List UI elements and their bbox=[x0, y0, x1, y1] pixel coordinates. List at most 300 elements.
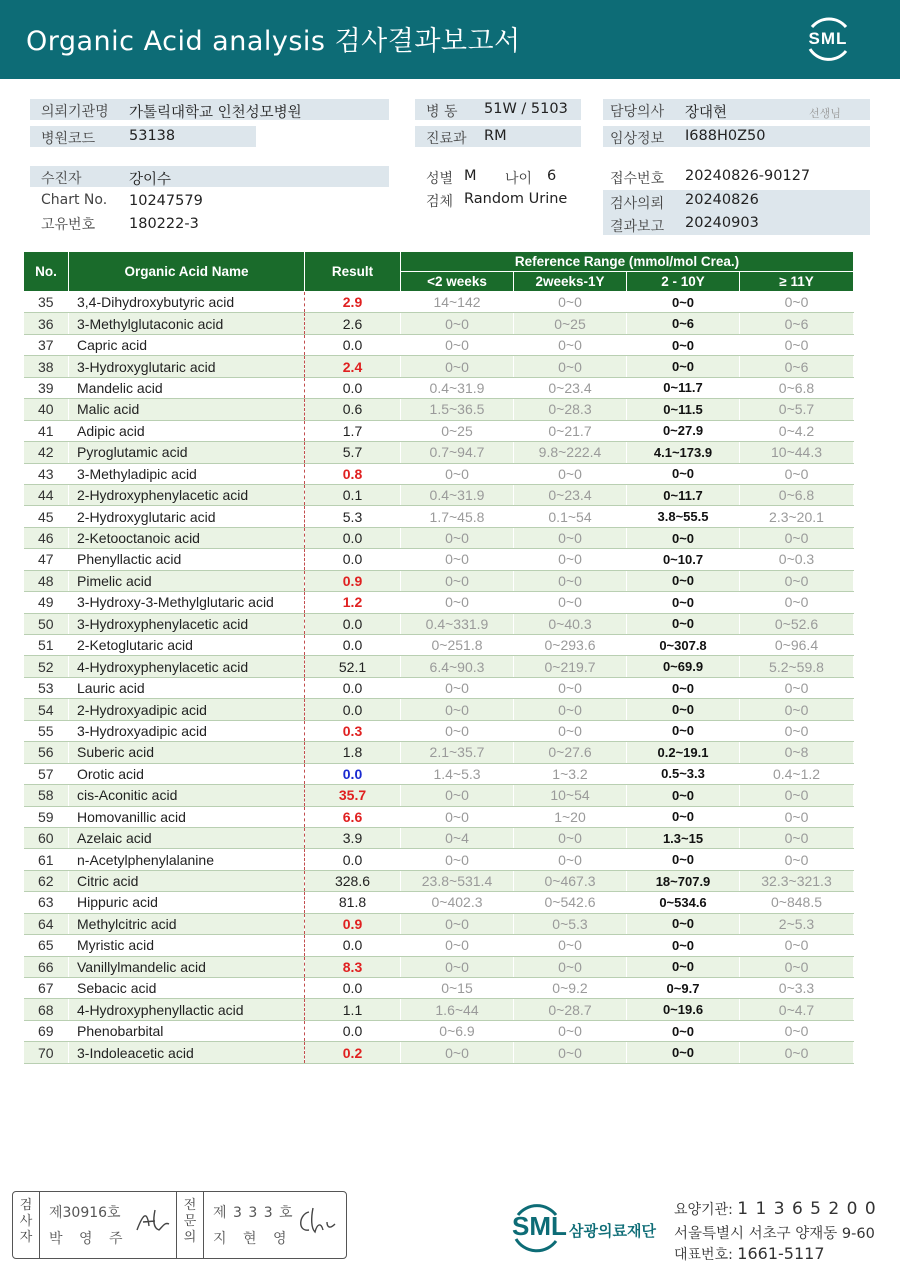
cell-acid-name: 3-Hydroxyphenylacetic acid bbox=[69, 613, 305, 634]
cell-result: 0.0 bbox=[305, 635, 401, 656]
cell-result: 0.9 bbox=[305, 570, 401, 591]
cell-range-ge11y: 0.4~1.2 bbox=[740, 763, 854, 784]
cell-range-ge11y: 0~0 bbox=[740, 570, 854, 591]
cell-range-2-10y: 18~707.9 bbox=[627, 870, 740, 891]
cell-result: 5.3 bbox=[305, 506, 401, 527]
table-row bbox=[24, 827, 854, 848]
cell-range-ge11y: 0~5.7 bbox=[740, 399, 854, 420]
cell-range-2weeks-1y: 0~293.6 bbox=[514, 635, 627, 656]
report-title: Organic Acid analysis 검사결과보고서 bbox=[26, 26, 521, 57]
cell-result: 2.4 bbox=[305, 356, 401, 377]
doctor-label: 담당의사 bbox=[610, 104, 665, 120]
cell-no: 38 bbox=[24, 356, 69, 377]
report-header bbox=[0, 0, 900, 79]
cell-range-2-10y: 1.3~15 bbox=[627, 827, 740, 848]
table-row bbox=[24, 334, 854, 355]
cell-result: 8.3 bbox=[305, 956, 401, 977]
sml-logo-text: SML bbox=[808, 29, 848, 48]
cell-range-2weeks-1y: 0~0 bbox=[514, 334, 627, 355]
hospital-code-label: 병원코드 bbox=[41, 131, 96, 147]
cell-no: 47 bbox=[24, 549, 69, 570]
cell-range-2-10y: 0~0 bbox=[627, 527, 740, 548]
cell-no: 41 bbox=[24, 420, 69, 441]
cell-range-2-10y: 0~19.6 bbox=[627, 999, 740, 1020]
cell-result: 0.0 bbox=[305, 935, 401, 956]
cell-range-ge11y: 0~0 bbox=[740, 1020, 854, 1041]
cell-range-2-10y: 0~0 bbox=[627, 463, 740, 484]
table-row bbox=[24, 978, 854, 999]
cell-range-ge11y: 0~6.8 bbox=[740, 484, 854, 505]
table-row bbox=[24, 549, 854, 570]
cell-acid-name: 3-Hydroxyglutaric acid bbox=[69, 356, 305, 377]
cell-range-2-10y: 0~0 bbox=[627, 292, 740, 313]
cell-no: 42 bbox=[24, 442, 69, 463]
cell-range-lt2weeks: 2.1~35.7 bbox=[401, 742, 514, 763]
table-row bbox=[24, 1020, 854, 1041]
stamp-divider bbox=[39, 1192, 40, 1258]
examiner-name: 박 영 주 bbox=[49, 1231, 129, 1247]
cell-acid-name: 2-Ketoglutaric acid bbox=[69, 635, 305, 656]
cell-acid-name: 3,4-Dihydroxybutyric acid bbox=[69, 292, 305, 313]
cell-range-2-10y: 0~0 bbox=[627, 849, 740, 870]
table-row bbox=[24, 506, 854, 527]
table-row bbox=[24, 677, 854, 698]
cell-range-lt2weeks: 0~0 bbox=[401, 463, 514, 484]
table-row bbox=[24, 956, 854, 977]
cell-range-lt2weeks: 0~0 bbox=[401, 592, 514, 613]
cell-result: 0.0 bbox=[305, 849, 401, 870]
cell-range-2-10y: 0~0 bbox=[627, 1020, 740, 1041]
footer-address: 서울특별시 서초구 양재동 9-60 bbox=[674, 1226, 875, 1242]
cell-result: 0.0 bbox=[305, 978, 401, 999]
cell-no: 44 bbox=[24, 484, 69, 505]
col-header-result: Result bbox=[305, 252, 401, 292]
cell-range-ge11y: 0~0 bbox=[740, 720, 854, 741]
cell-range-2weeks-1y: 0~0 bbox=[514, 570, 627, 591]
cell-range-2-10y: 0~0 bbox=[627, 677, 740, 698]
cell-range-lt2weeks: 0~0 bbox=[401, 849, 514, 870]
cell-range-ge11y: 0~8 bbox=[740, 742, 854, 763]
cell-no: 43 bbox=[24, 463, 69, 484]
table-row bbox=[24, 849, 854, 870]
cell-range-ge11y: 0~0 bbox=[740, 527, 854, 548]
cell-range-lt2weeks: 0~0 bbox=[401, 720, 514, 741]
footer-phone-value: 1661-5117 bbox=[737, 1244, 825, 1263]
cell-range-ge11y: 0~4.2 bbox=[740, 420, 854, 441]
footer-phone-label: 대표번호: bbox=[674, 1247, 733, 1263]
cell-range-2weeks-1y: 0~0 bbox=[514, 956, 627, 977]
cell-range-lt2weeks: 14~142 bbox=[401, 292, 514, 313]
cell-range-2weeks-1y: 0~25 bbox=[514, 313, 627, 334]
table-row bbox=[24, 399, 854, 420]
cell-result: 328.6 bbox=[305, 870, 401, 891]
table-row bbox=[24, 313, 854, 334]
cell-range-ge11y: 0~0 bbox=[740, 334, 854, 355]
cell-range-2-10y: 0~6 bbox=[627, 313, 740, 334]
table-row bbox=[24, 913, 854, 934]
cell-range-2weeks-1y: 0~0 bbox=[514, 699, 627, 720]
cell-no: 69 bbox=[24, 1020, 69, 1041]
cell-range-ge11y: 0~96.4 bbox=[740, 635, 854, 656]
cell-range-lt2weeks: 1.6~44 bbox=[401, 999, 514, 1020]
chart-no-label: Chart No. bbox=[41, 192, 108, 208]
cell-range-2-10y: 0~0 bbox=[627, 956, 740, 977]
col-header-name: Organic Acid Name bbox=[69, 252, 305, 292]
sex-label: 성별 bbox=[426, 171, 454, 187]
cell-range-2weeks-1y: 1~3.2 bbox=[514, 763, 627, 784]
cell-range-ge11y: 0~0 bbox=[740, 806, 854, 827]
cell-no: 68 bbox=[24, 999, 69, 1020]
cell-range-ge11y: 0~0 bbox=[740, 677, 854, 698]
table-row bbox=[24, 935, 854, 956]
col-header-2-10y: 2 - 10Y bbox=[627, 272, 740, 292]
cell-no: 49 bbox=[24, 592, 69, 613]
cell-no: 63 bbox=[24, 892, 69, 913]
institution-code-value: 1 1 3 6 5 2 0 0 bbox=[737, 1199, 877, 1219]
unique-no-label: 고유번호 bbox=[41, 217, 96, 233]
table-row bbox=[24, 420, 854, 441]
cell-acid-name: 3-Hydroxy-3-Methylglutaric acid bbox=[69, 592, 305, 613]
table-row bbox=[24, 785, 854, 806]
cell-acid-name: Phenobarbital bbox=[69, 1020, 305, 1041]
cell-acid-name: cis-Aconitic acid bbox=[69, 785, 305, 806]
cell-result: 81.8 bbox=[305, 892, 401, 913]
cell-result: 52.1 bbox=[305, 656, 401, 677]
cell-range-ge11y: 0~0.3 bbox=[740, 549, 854, 570]
cell-range-2weeks-1y: 0~27.6 bbox=[514, 742, 627, 763]
cell-range-lt2weeks: 0~0 bbox=[401, 677, 514, 698]
cell-range-ge11y: 0~6 bbox=[740, 313, 854, 334]
cell-range-2weeks-1y: 0~28.7 bbox=[514, 999, 627, 1020]
hospital-label: 의뢰기관명 bbox=[41, 104, 109, 120]
table-row bbox=[24, 1042, 854, 1063]
cell-range-lt2weeks: 0~0 bbox=[401, 956, 514, 977]
cell-range-2weeks-1y: 0~23.4 bbox=[514, 484, 627, 505]
cell-result: 0.3 bbox=[305, 720, 401, 741]
table-row bbox=[24, 720, 854, 741]
cell-no: 59 bbox=[24, 806, 69, 827]
cell-no: 64 bbox=[24, 913, 69, 934]
foundation-name: 삼광의료재단 bbox=[569, 1222, 656, 1240]
cell-acid-name: 3-Hydroxyadipic acid bbox=[69, 720, 305, 741]
col-header-ge11y: ≥ 11Y bbox=[740, 272, 854, 292]
cell-result: 0.0 bbox=[305, 699, 401, 720]
cell-range-ge11y: 0~0 bbox=[740, 699, 854, 720]
institution-code bbox=[674, 1199, 877, 1219]
cell-acid-name: n-Acetylphenylalanine bbox=[69, 849, 305, 870]
cell-result: 0.0 bbox=[305, 763, 401, 784]
specialist-label: 전 문 의 bbox=[183, 1198, 197, 1245]
cell-range-2-10y: 0~11.5 bbox=[627, 399, 740, 420]
cell-acid-name: 2-Hydroxyadipic acid bbox=[69, 699, 305, 720]
cell-no: 67 bbox=[24, 978, 69, 999]
cell-acid-name: 3-Methylglutaconic acid bbox=[69, 313, 305, 334]
stamp-divider bbox=[176, 1192, 177, 1258]
cell-range-2-10y: 0~307.8 bbox=[627, 635, 740, 656]
cell-acid-name: 2-Hydroxyphenylacetic acid bbox=[69, 484, 305, 505]
table-row bbox=[24, 892, 854, 913]
cell-acid-name: Citric acid bbox=[69, 870, 305, 891]
cell-no: 40 bbox=[24, 399, 69, 420]
cell-range-ge11y: 0~848.5 bbox=[740, 892, 854, 913]
col-header-2weeks-1y: 2weeks-1Y bbox=[514, 272, 627, 292]
cell-no: 50 bbox=[24, 613, 69, 634]
cell-acid-name: 2-Ketooctanoic acid bbox=[69, 527, 305, 548]
report-date-value: 20240903 bbox=[685, 215, 759, 231]
cell-acid-name: Homovanillic acid bbox=[69, 806, 305, 827]
col-header-reference: Reference Range (mmol/mol Crea.) bbox=[401, 252, 854, 272]
cell-range-2-10y: 0~69.9 bbox=[627, 656, 740, 677]
sml-logo bbox=[802, 13, 854, 65]
table-row bbox=[24, 613, 854, 634]
hospital-code-value: 53138 bbox=[129, 128, 176, 144]
cell-acid-name: Hippuric acid bbox=[69, 892, 305, 913]
cell-range-2-10y: 0~0 bbox=[627, 720, 740, 741]
cell-range-2weeks-1y: 0~0 bbox=[514, 827, 627, 848]
age-label: 나이 bbox=[505, 171, 533, 187]
cell-range-ge11y: 0~0 bbox=[740, 785, 854, 806]
stamp-divider bbox=[203, 1192, 204, 1258]
cell-range-2weeks-1y: 0~0 bbox=[514, 463, 627, 484]
cell-range-2weeks-1y: 9.8~222.4 bbox=[514, 442, 627, 463]
cell-range-lt2weeks: 0~0 bbox=[401, 549, 514, 570]
cell-no: 46 bbox=[24, 527, 69, 548]
cell-result: 0.1 bbox=[305, 484, 401, 505]
cell-no: 39 bbox=[24, 377, 69, 398]
specialist-signature-icon bbox=[295, 1206, 339, 1238]
cell-range-lt2weeks: 0.4~331.9 bbox=[401, 613, 514, 634]
cell-no: 37 bbox=[24, 334, 69, 355]
cell-result: 6.6 bbox=[305, 806, 401, 827]
cell-range-2-10y: 0~10.7 bbox=[627, 549, 740, 570]
table-row bbox=[24, 806, 854, 827]
dept-value: RM bbox=[484, 128, 507, 144]
cell-range-2weeks-1y: 0~9.2 bbox=[514, 978, 627, 999]
cell-range-lt2weeks: 6.4~90.3 bbox=[401, 656, 514, 677]
cell-result: 1.8 bbox=[305, 742, 401, 763]
cell-range-2-10y: 0~0 bbox=[627, 1042, 740, 1063]
chart-no-value: 10247579 bbox=[129, 193, 203, 209]
table-row bbox=[24, 870, 854, 891]
cell-range-lt2weeks: 0~25 bbox=[401, 420, 514, 441]
cell-result: 1.1 bbox=[305, 999, 401, 1020]
cell-range-2weeks-1y: 0~0 bbox=[514, 677, 627, 698]
patient-label: 수진자 bbox=[41, 171, 82, 187]
table-row bbox=[24, 377, 854, 398]
receipt-value: 20240826-90127 bbox=[685, 168, 811, 184]
cell-result: 0.0 bbox=[305, 1020, 401, 1041]
cell-range-2-10y: 0~0 bbox=[627, 913, 740, 934]
cell-range-2weeks-1y: 0~23.4 bbox=[514, 377, 627, 398]
table-row bbox=[24, 699, 854, 720]
cell-range-lt2weeks: 0~0 bbox=[401, 935, 514, 956]
cell-range-lt2weeks: 0~0 bbox=[401, 699, 514, 720]
cell-range-2-10y: 0~0 bbox=[627, 806, 740, 827]
cell-no: 57 bbox=[24, 763, 69, 784]
examiner-signature-icon bbox=[133, 1206, 173, 1236]
specimen-value: Random Urine bbox=[464, 191, 568, 207]
table-row bbox=[24, 442, 854, 463]
cell-range-lt2weeks: 1.4~5.3 bbox=[401, 763, 514, 784]
table-row bbox=[24, 463, 854, 484]
results-table bbox=[23, 251, 854, 1064]
institution-code-label: 요양기관: bbox=[674, 1202, 733, 1218]
cell-range-2weeks-1y: 0~0 bbox=[514, 549, 627, 570]
cell-range-2-10y: 0.5~3.3 bbox=[627, 763, 740, 784]
table-row bbox=[24, 999, 854, 1020]
cell-range-lt2weeks: 0~0 bbox=[401, 806, 514, 827]
patient-bar bbox=[30, 166, 389, 187]
cell-range-ge11y: 0~6.8 bbox=[740, 377, 854, 398]
ward-label: 병 동 bbox=[426, 104, 458, 120]
footer-phone bbox=[674, 1244, 825, 1264]
table-row bbox=[24, 635, 854, 656]
cell-range-2weeks-1y: 0~0 bbox=[514, 849, 627, 870]
footer-logo-text: SML bbox=[512, 1211, 567, 1241]
cell-no: 53 bbox=[24, 677, 69, 698]
cell-range-2weeks-1y: 0~5.3 bbox=[514, 913, 627, 934]
cell-range-2-10y: 0~0 bbox=[627, 785, 740, 806]
table-row bbox=[24, 592, 854, 613]
request-label: 검사의뢰 bbox=[610, 196, 665, 212]
cell-range-ge11y: 0~0 bbox=[740, 592, 854, 613]
table-row bbox=[24, 763, 854, 784]
cell-range-ge11y: 0~0 bbox=[740, 463, 854, 484]
cell-acid-name: Sebacic acid bbox=[69, 978, 305, 999]
sex-value: M bbox=[464, 168, 477, 184]
unique-no-value: 180222-3 bbox=[129, 216, 199, 232]
specialist-license: 제 3 3 3 호 bbox=[213, 1205, 294, 1221]
cell-range-2-10y: 0~11.7 bbox=[627, 484, 740, 505]
cell-range-2weeks-1y: 0~28.3 bbox=[514, 399, 627, 420]
table-row bbox=[24, 570, 854, 591]
cell-result: 0.0 bbox=[305, 334, 401, 355]
dept-label: 진료과 bbox=[426, 131, 467, 147]
doctor-suffix: 선생님 bbox=[809, 107, 841, 120]
cell-no: 65 bbox=[24, 935, 69, 956]
cell-range-ge11y: 10~44.3 bbox=[740, 442, 854, 463]
results-body bbox=[24, 292, 854, 1064]
cell-acid-name: Orotic acid bbox=[69, 763, 305, 784]
cell-range-ge11y: 0~6 bbox=[740, 356, 854, 377]
col-header-no: No. bbox=[24, 252, 69, 292]
cell-result: 0.9 bbox=[305, 913, 401, 934]
report-date-label: 결과보고 bbox=[610, 219, 665, 235]
cell-range-2-10y: 0~0 bbox=[627, 570, 740, 591]
cell-range-2weeks-1y: 1~20 bbox=[514, 806, 627, 827]
cell-result: 3.9 bbox=[305, 827, 401, 848]
cell-range-ge11y: 0~0 bbox=[740, 849, 854, 870]
table-row bbox=[24, 527, 854, 548]
cell-result: 2.6 bbox=[305, 313, 401, 334]
cell-acid-name: Malic acid bbox=[69, 399, 305, 420]
cell-range-ge11y: 2~5.3 bbox=[740, 913, 854, 934]
cell-range-2weeks-1y: 0~542.6 bbox=[514, 892, 627, 913]
cell-acid-name: Pyroglutamic acid bbox=[69, 442, 305, 463]
cell-range-lt2weeks: 0~15 bbox=[401, 978, 514, 999]
cell-no: 54 bbox=[24, 699, 69, 720]
cell-range-2weeks-1y: 0~0 bbox=[514, 527, 627, 548]
col-header-lt2weeks: <2 weeks bbox=[401, 272, 514, 292]
cell-range-lt2weeks: 0~402.3 bbox=[401, 892, 514, 913]
cell-range-2-10y: 3.8~55.5 bbox=[627, 506, 740, 527]
doctor-value: 장대현 bbox=[685, 105, 728, 121]
cell-acid-name: Mandelic acid bbox=[69, 377, 305, 398]
cell-no: 70 bbox=[24, 1042, 69, 1063]
cell-range-2weeks-1y: 0~0 bbox=[514, 1042, 627, 1063]
cell-no: 52 bbox=[24, 656, 69, 677]
table-row bbox=[24, 742, 854, 763]
cell-acid-name: 2-Hydroxyglutaric acid bbox=[69, 506, 305, 527]
cell-no: 62 bbox=[24, 870, 69, 891]
cell-range-2-10y: 0~0 bbox=[627, 356, 740, 377]
cell-range-2weeks-1y: 10~54 bbox=[514, 785, 627, 806]
cell-range-2-10y: 4.1~173.9 bbox=[627, 442, 740, 463]
cell-no: 36 bbox=[24, 313, 69, 334]
table-row bbox=[24, 356, 854, 377]
cell-no: 35 bbox=[24, 292, 69, 313]
cell-range-ge11y: 0~0 bbox=[740, 1042, 854, 1063]
cell-range-2-10y: 0~0 bbox=[627, 592, 740, 613]
cell-range-lt2weeks: 0~0 bbox=[401, 527, 514, 548]
cell-range-ge11y: 0~4.7 bbox=[740, 999, 854, 1020]
cell-range-2-10y: 0~9.7 bbox=[627, 978, 740, 999]
cell-no: 56 bbox=[24, 742, 69, 763]
cell-result: 1.7 bbox=[305, 420, 401, 441]
cell-result: 2.9 bbox=[305, 292, 401, 313]
cell-range-2-10y: 0~27.9 bbox=[627, 420, 740, 441]
cell-range-lt2weeks: 1.7~45.8 bbox=[401, 506, 514, 527]
cell-range-2-10y: 0~0 bbox=[627, 613, 740, 634]
cell-range-ge11y: 0~0 bbox=[740, 956, 854, 977]
cell-range-2weeks-1y: 0~0 bbox=[514, 592, 627, 613]
table-row bbox=[24, 292, 854, 313]
cell-no: 45 bbox=[24, 506, 69, 527]
cell-range-2weeks-1y: 0~40.3 bbox=[514, 613, 627, 634]
cell-range-lt2weeks: 23.8~531.4 bbox=[401, 870, 514, 891]
cell-range-ge11y: 0~52.6 bbox=[740, 613, 854, 634]
signature-box bbox=[12, 1191, 347, 1259]
cell-result: 0.0 bbox=[305, 377, 401, 398]
cell-range-2-10y: 0~534.6 bbox=[627, 892, 740, 913]
ward-value: 51W / 5103 bbox=[484, 101, 568, 117]
cell-range-lt2weeks: 1.5~36.5 bbox=[401, 399, 514, 420]
cell-result: 1.2 bbox=[305, 592, 401, 613]
cell-range-2weeks-1y: 0~219.7 bbox=[514, 656, 627, 677]
cell-range-lt2weeks: 0~0 bbox=[401, 570, 514, 591]
cell-range-ge11y: 0~0 bbox=[740, 935, 854, 956]
cell-acid-name: Phenyllactic acid bbox=[69, 549, 305, 570]
cell-no: 60 bbox=[24, 827, 69, 848]
cell-acid-name: Azelaic acid bbox=[69, 827, 305, 848]
cell-range-ge11y: 5.2~59.8 bbox=[740, 656, 854, 677]
cell-range-lt2weeks: 0~0 bbox=[401, 356, 514, 377]
examiner-license: 제30916호 bbox=[49, 1205, 121, 1221]
specialist-name: 지 현 영 bbox=[213, 1231, 293, 1247]
cell-acid-name: 4-Hydroxyphenyllactic acid bbox=[69, 999, 305, 1020]
cell-range-2-10y: 0~0 bbox=[627, 334, 740, 355]
table-row bbox=[24, 484, 854, 505]
cell-result: 0.2 bbox=[305, 1042, 401, 1063]
cell-acid-name: Lauric acid bbox=[69, 677, 305, 698]
cell-range-2weeks-1y: 0~0 bbox=[514, 720, 627, 741]
age-value: 6 bbox=[547, 168, 557, 184]
cell-no: 58 bbox=[24, 785, 69, 806]
examiner-label: 검 사 자 bbox=[19, 1198, 33, 1245]
cell-range-lt2weeks: 0.4~31.9 bbox=[401, 484, 514, 505]
cell-range-ge11y: 2.3~20.1 bbox=[740, 506, 854, 527]
hospital-value: 가톨릭대학교 인천성모병원 bbox=[129, 105, 302, 121]
